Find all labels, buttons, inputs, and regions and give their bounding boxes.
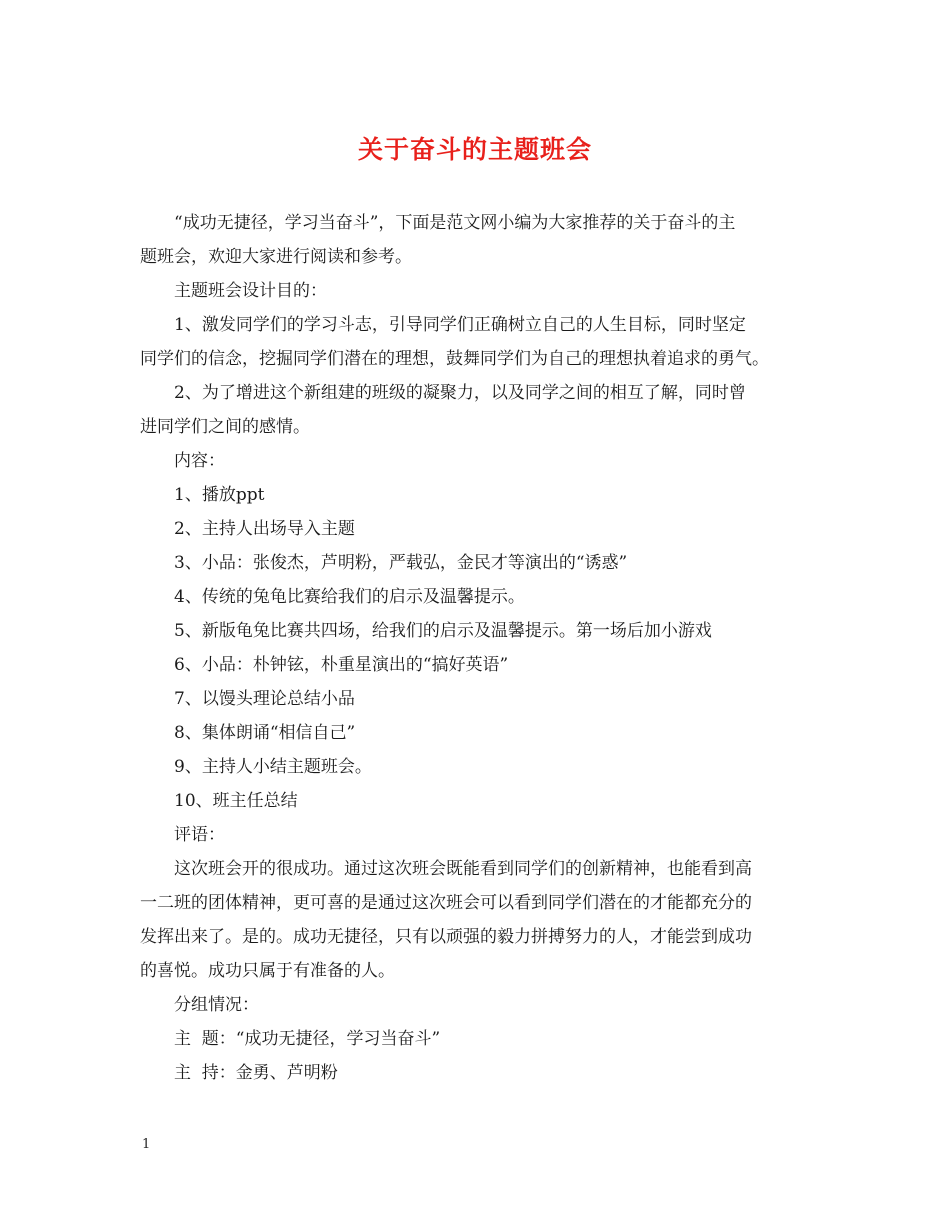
purpose-2-line-2: 进同学们之间的感情。 xyxy=(140,417,310,437)
comment-line-1: 这次班会开的很成功。通过这次班会既能看到同学们的创新精神，也能看到高 xyxy=(174,859,752,879)
intro-line-1: “成功无捷径，学习当奋斗”，下面是范文网小编为大家推荐的关于奋斗的主 xyxy=(174,213,736,233)
comment-line-4: 的喜悦。成功只属于有准备的人。 xyxy=(140,961,395,981)
list-item: 7、以馒头理论总结小品 xyxy=(174,689,355,709)
list-item: 4、传统的兔龟比赛给我们的启示及温馨提示。 xyxy=(174,587,525,607)
list-item: 2、主持人出场导入主题 xyxy=(174,519,355,539)
comment-heading: 评语： xyxy=(174,825,225,845)
group-heading: 分组情况： xyxy=(174,995,259,1015)
list-item: 3、小品：张俊杰，芦明粉，严载弘，金民才等演出的“诱惑” xyxy=(174,553,628,573)
list-item: 6、小品：朴钟铉，朴重星演出的“搞好英语” xyxy=(174,655,509,675)
design-purpose-heading: 主题班会设计目的： xyxy=(174,281,327,301)
intro-line-2: 题班会，欢迎大家进行阅读和参考。 xyxy=(140,247,412,267)
list-item: 5、新版龟兔比赛共四场，给我们的启示及温馨提示。第一场后加小游戏 xyxy=(174,621,712,641)
document-body xyxy=(140,206,815,1090)
purpose-2-paragraph xyxy=(140,376,815,444)
intro-paragraph xyxy=(140,206,815,274)
purpose-2-line-1: 2、为了增进这个新组建的班级的凝聚力，以及同学之间的相互了解，同时曾 xyxy=(174,383,746,403)
list-item: 10、班主任总结 xyxy=(174,791,298,811)
list-item: 1、播放ppt xyxy=(174,485,265,505)
purpose-1-line-2: 同学们的信念，挖掘同学们潜在的理想，鼓舞同学们为自己的理想执着追求的勇气。 xyxy=(140,349,769,369)
page-number: 1 xyxy=(142,1137,151,1152)
comment-line-2: 一二班的团体精神，更可喜的是通过这次班会可以看到同学们潜在的才能都充分的 xyxy=(140,893,752,913)
comment-paragraph xyxy=(140,852,815,988)
list-item: 8、集体朗诵“相信自己” xyxy=(174,723,356,743)
list-item: 9、主持人小结主题班会。 xyxy=(174,757,372,777)
document-title: 关于奋斗的主题班会 xyxy=(357,135,592,164)
theme-line: 主 题：“成功无捷径，学习当奋斗” xyxy=(174,1029,441,1049)
purpose-1-paragraph xyxy=(140,308,815,376)
purpose-1-line-1: 1、激发同学们的学习斗志，引导同学们正确树立自己的人生目标，同时坚定 xyxy=(174,315,746,335)
comment-line-3: 发挥出来了。是的。成功无捷径，只有以顽强的毅力拼搏努力的人，才能尝到成功 xyxy=(140,927,752,947)
host-line: 主 持：金勇、芦明粉 xyxy=(174,1063,338,1083)
content-heading: 内容： xyxy=(174,451,225,471)
